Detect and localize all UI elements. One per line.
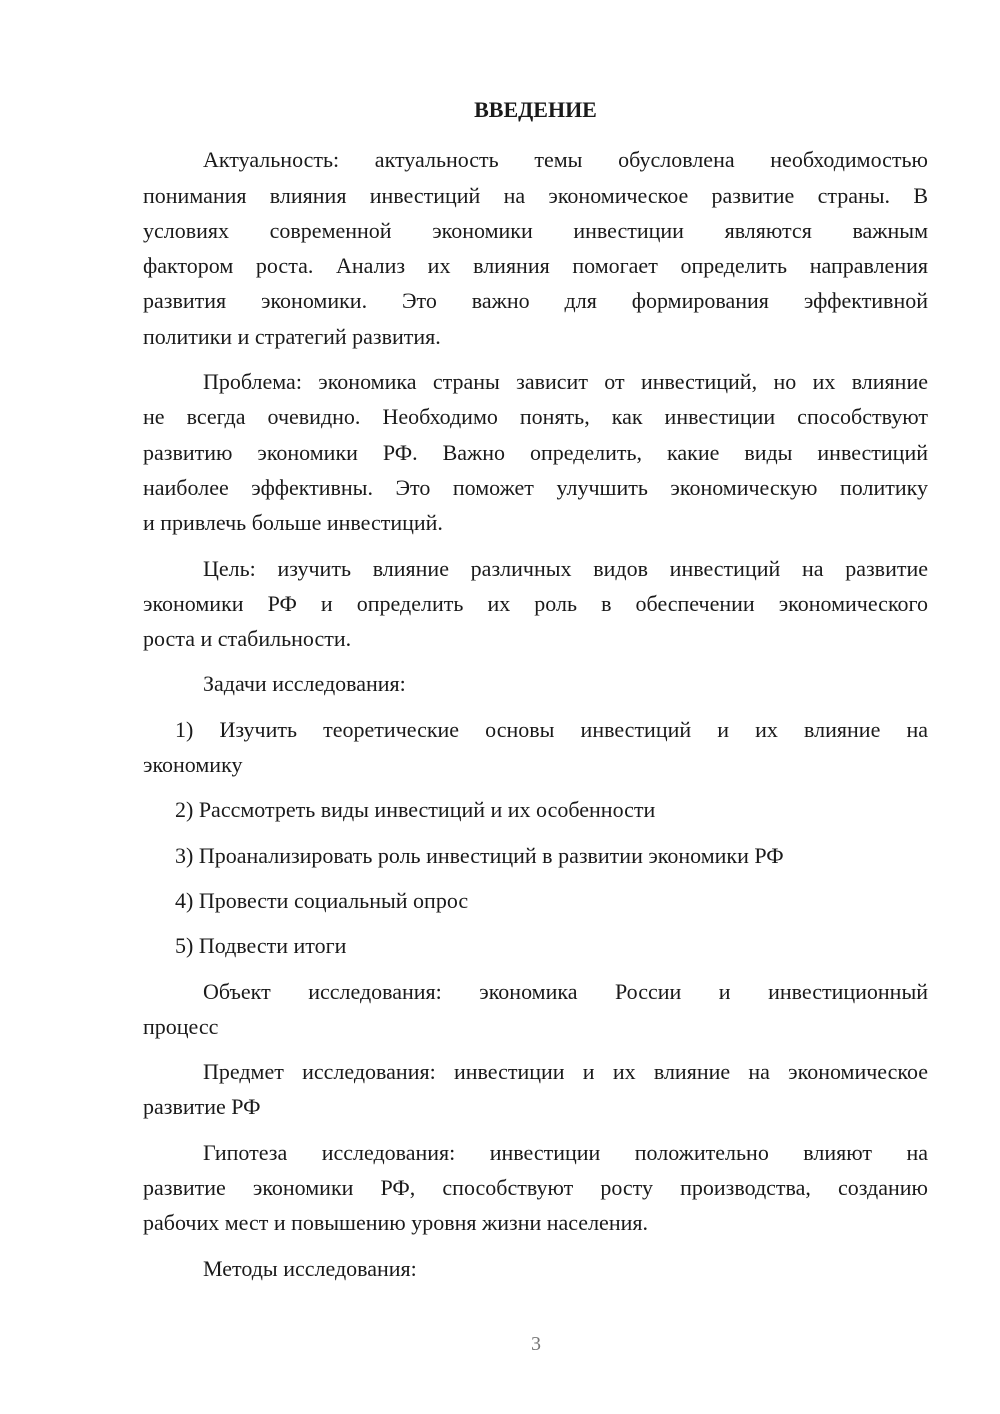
text-line: экономики РФ и определить их роль в обеспечении экономического (143, 590, 928, 616)
text-line: Объект исследования: экономика России и инвестиционный (203, 978, 928, 1004)
text-line: развитие экономики РФ, способствуют росту производства, созданию (143, 1175, 928, 1201)
text-line: экономику (143, 752, 243, 778)
text-line: условиях современной экономики инвестиции являются важным (143, 217, 928, 243)
text-line: 1) Изучить теоретические основы инвестиций и их влияние на (175, 716, 928, 742)
paragraph (143, 792, 928, 827)
text-line: наиболее эффективны. Это поможет улучшить экономическую политику (143, 474, 928, 500)
text-line: 2) Рассмотреть виды инвестиций и их особенности (175, 797, 656, 823)
paragraph (143, 838, 928, 873)
paragraph (143, 1251, 928, 1286)
paragraph (143, 1054, 928, 1125)
text-line: Методы исследования: (203, 1255, 417, 1281)
text-line: 5) Подвести итоги (175, 933, 347, 959)
text-line: политики и стратегий развития. (143, 323, 441, 349)
text-line: не всегда очевидно. Необходимо понять, как инвестиции способствуют (143, 404, 928, 430)
text-line: Гипотеза исследования: инвестиции положительно влияют на (203, 1139, 928, 1165)
text-line: процесс (143, 1013, 219, 1039)
text-line: 3) Проанализировать роль инвестиций в развитии экономики РФ (175, 842, 784, 868)
text-line: фактором роста. Анализ их влияния помогает определить направления (143, 253, 928, 279)
body-text (143, 142, 928, 1286)
page-number: 3 (531, 1333, 541, 1355)
paragraph (143, 712, 928, 783)
text-line: Предмет исследования: инвестиции и их влияние на экономическое (203, 1059, 928, 1085)
text-line: развитие РФ (143, 1094, 261, 1120)
text-line: Задачи исследования: (203, 671, 406, 697)
text-line: понимания влияния инвестиций на экономическое развитие страны. В (143, 182, 928, 208)
paragraph (143, 928, 928, 963)
text-line: Проблема: экономика страны зависит от инвестиций, но их влияние (203, 369, 928, 395)
text-line: Цель: изучить влияние различных видов инвестиций на развитие (203, 555, 928, 581)
paragraph (143, 364, 928, 540)
paragraph (143, 974, 928, 1045)
paragraph (143, 666, 928, 701)
text-line: Актуальность: актуальность темы обусловлена необходимостью (203, 147, 928, 173)
paragraph (143, 551, 928, 657)
document-page (143, 92, 928, 1296)
text-line: и привлечь больше инвестиций. (143, 510, 443, 536)
text-line: роста и стабильности. (143, 626, 352, 652)
text-line: развития экономики. Это важно для формирования эффективной (143, 288, 928, 314)
paragraph (143, 1135, 928, 1241)
paragraph (143, 142, 928, 354)
paragraph (143, 883, 928, 918)
text-line: развитию экономики РФ. Важно определить, какие виды инвестиций (143, 439, 928, 465)
section-title: ВВЕДЕНИЕ (474, 97, 597, 122)
text-line: рабочих мест и повышению уровня жизни населения. (143, 1210, 648, 1236)
text-line: 4) Провести социальный опрос (175, 887, 469, 913)
